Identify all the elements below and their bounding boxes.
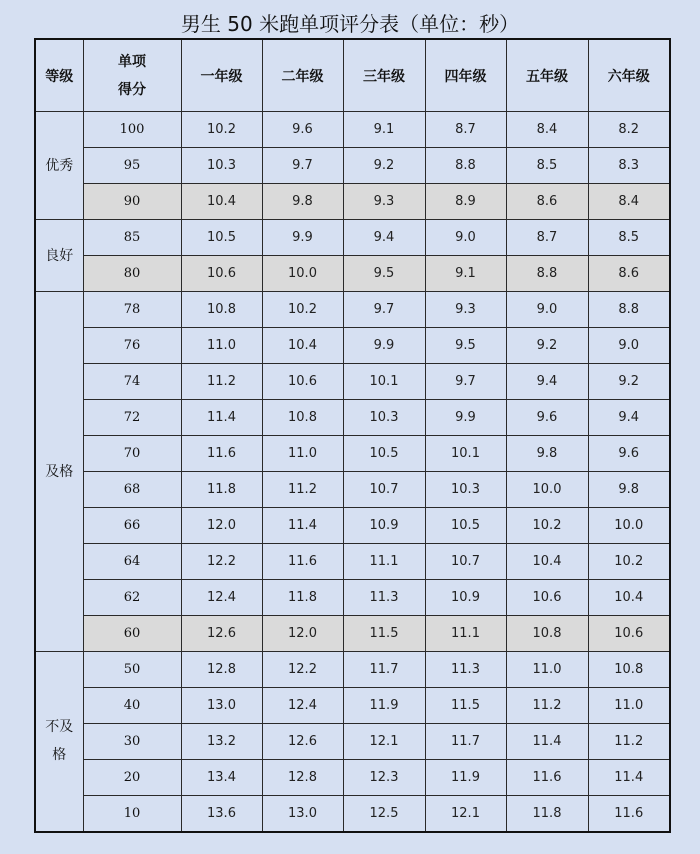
time-cell: 9.6 (506, 400, 588, 436)
time-cell: 13.0 (181, 688, 262, 724)
score-cell: 100 (83, 112, 181, 148)
table-row (35, 544, 670, 580)
header-grade-1: 一年级 (181, 39, 262, 112)
time-cell: 12.6 (181, 616, 262, 652)
time-cell: 10.8 (506, 616, 588, 652)
table-row (35, 760, 670, 796)
time-cell: 11.8 (506, 796, 588, 832)
time-cell: 10.3 (343, 400, 425, 436)
time-cell: 12.1 (425, 796, 506, 832)
time-cell: 11.4 (181, 400, 262, 436)
time-cell: 8.5 (506, 148, 588, 184)
time-cell: 10.1 (425, 436, 506, 472)
grade-level-label: 格 (52, 747, 67, 764)
time-cell: 11.9 (343, 688, 425, 724)
time-cell: 12.3 (343, 760, 425, 796)
time-cell: 10.4 (506, 544, 588, 580)
table-row (35, 256, 670, 292)
time-cell: 12.8 (262, 760, 343, 796)
time-cell: 10.2 (588, 544, 670, 580)
time-cell: 8.6 (506, 184, 588, 220)
time-cell: 12.4 (181, 580, 262, 616)
time-cell: 8.8 (506, 256, 588, 292)
time-cell: 9.5 (343, 256, 425, 292)
header-grade-6: 六年级 (588, 39, 670, 112)
time-cell: 10.6 (181, 256, 262, 292)
time-cell: 9.6 (262, 112, 343, 148)
score-cell: 80 (83, 256, 181, 292)
time-cell: 8.8 (425, 148, 506, 184)
time-cell: 9.9 (425, 400, 506, 436)
score-cell: 64 (83, 544, 181, 580)
time-cell: 10.6 (506, 580, 588, 616)
time-cell: 10.2 (262, 292, 343, 328)
time-cell: 8.5 (588, 220, 670, 256)
score-cell: 85 (83, 220, 181, 256)
time-cell: 9.8 (506, 436, 588, 472)
table-row (35, 220, 670, 256)
table-row (35, 148, 670, 184)
time-cell: 12.8 (181, 652, 262, 688)
grade-level-label: 良好 (45, 247, 74, 264)
time-cell: 10.7 (425, 544, 506, 580)
time-cell: 10.6 (588, 616, 670, 652)
table-row (35, 580, 670, 616)
time-cell: 10.2 (506, 508, 588, 544)
time-cell: 12.1 (343, 724, 425, 760)
score-table (34, 38, 671, 833)
time-cell: 10.4 (262, 328, 343, 364)
table-row (35, 184, 670, 220)
time-cell: 9.7 (343, 292, 425, 328)
time-cell: 12.6 (262, 724, 343, 760)
time-cell: 11.0 (588, 688, 670, 724)
table-row (35, 364, 670, 400)
time-cell: 8.7 (425, 112, 506, 148)
score-cell: 50 (83, 652, 181, 688)
time-cell: 10.5 (181, 220, 262, 256)
grade-level-cell (35, 220, 83, 292)
header-score-line2: 得分 (118, 81, 146, 98)
time-cell: 10.0 (262, 256, 343, 292)
time-cell: 10.6 (262, 364, 343, 400)
time-cell: 11.2 (262, 472, 343, 508)
time-cell: 11.0 (181, 328, 262, 364)
time-cell: 11.0 (262, 436, 343, 472)
time-cell: 9.2 (506, 328, 588, 364)
table-row (35, 724, 670, 760)
header-grade-5: 五年级 (506, 39, 588, 112)
time-cell: 8.4 (588, 184, 670, 220)
score-cell: 62 (83, 580, 181, 616)
time-cell: 11.6 (181, 436, 262, 472)
time-cell: 11.7 (343, 652, 425, 688)
time-cell: 10.8 (181, 292, 262, 328)
time-cell: 11.2 (588, 724, 670, 760)
time-cell: 10.0 (506, 472, 588, 508)
header-score (83, 39, 181, 112)
score-cell: 76 (83, 328, 181, 364)
time-cell: 9.3 (425, 292, 506, 328)
table-row (35, 472, 670, 508)
time-cell: 11.8 (262, 580, 343, 616)
header-row (35, 39, 670, 112)
score-cell: 95 (83, 148, 181, 184)
time-cell: 9.0 (506, 292, 588, 328)
time-cell: 9.0 (425, 220, 506, 256)
time-cell: 10.5 (425, 508, 506, 544)
time-cell: 11.9 (425, 760, 506, 796)
time-cell: 11.3 (425, 652, 506, 688)
time-cell: 10.3 (181, 148, 262, 184)
time-cell: 11.7 (425, 724, 506, 760)
score-cell: 90 (83, 184, 181, 220)
time-cell: 10.4 (588, 580, 670, 616)
header-score-line1: 单项 (118, 53, 146, 70)
time-cell: 12.5 (343, 796, 425, 832)
time-cell: 10.8 (262, 400, 343, 436)
table-row (35, 508, 670, 544)
time-cell: 13.0 (262, 796, 343, 832)
time-cell: 8.3 (588, 148, 670, 184)
time-cell: 10.4 (181, 184, 262, 220)
score-cell: 10 (83, 796, 181, 832)
time-cell: 9.6 (588, 436, 670, 472)
table-row (35, 292, 670, 328)
header-grade-2: 二年级 (262, 39, 343, 112)
time-cell: 11.4 (588, 760, 670, 796)
time-cell: 10.8 (588, 652, 670, 688)
score-cell: 70 (83, 436, 181, 472)
header-grade-4: 四年级 (425, 39, 506, 112)
time-cell: 11.4 (506, 724, 588, 760)
header-grade-3: 三年级 (343, 39, 425, 112)
time-cell: 11.1 (343, 544, 425, 580)
time-cell: 9.9 (343, 328, 425, 364)
score-cell: 30 (83, 724, 181, 760)
time-cell: 11.6 (262, 544, 343, 580)
time-cell: 9.8 (262, 184, 343, 220)
time-cell: 9.2 (588, 364, 670, 400)
time-cell: 9.5 (425, 328, 506, 364)
time-cell: 9.7 (262, 148, 343, 184)
table-row (35, 436, 670, 472)
time-cell: 11.6 (588, 796, 670, 832)
time-cell: 9.4 (588, 400, 670, 436)
time-cell: 12.2 (262, 652, 343, 688)
time-cell: 10.7 (343, 472, 425, 508)
time-cell: 12.0 (181, 508, 262, 544)
table-row (35, 688, 670, 724)
time-cell: 9.7 (425, 364, 506, 400)
score-cell: 20 (83, 760, 181, 796)
time-cell: 9.1 (343, 112, 425, 148)
time-cell: 10.9 (343, 508, 425, 544)
grade-level-cell (35, 652, 83, 832)
time-cell: 9.2 (343, 148, 425, 184)
time-cell: 11.5 (425, 688, 506, 724)
time-cell: 10.9 (425, 580, 506, 616)
time-cell: 9.8 (588, 472, 670, 508)
time-cell: 11.3 (343, 580, 425, 616)
time-cell: 13.6 (181, 796, 262, 832)
grade-level-label: 优秀 (45, 157, 74, 174)
time-cell: 8.6 (588, 256, 670, 292)
time-cell: 9.9 (262, 220, 343, 256)
time-cell: 11.5 (343, 616, 425, 652)
grade-level-cell (35, 292, 83, 652)
time-cell: 12.4 (262, 688, 343, 724)
time-cell: 9.0 (588, 328, 670, 364)
time-cell: 12.0 (262, 616, 343, 652)
time-cell: 9.1 (425, 256, 506, 292)
grade-level-label: 不及 (45, 719, 74, 736)
time-cell: 8.7 (506, 220, 588, 256)
time-cell: 10.5 (343, 436, 425, 472)
grade-level-label: 及格 (45, 463, 74, 480)
score-cell: 66 (83, 508, 181, 544)
table-row (35, 400, 670, 436)
time-cell: 8.2 (588, 112, 670, 148)
time-cell: 11.0 (506, 652, 588, 688)
score-cell: 74 (83, 364, 181, 400)
time-cell: 10.1 (343, 364, 425, 400)
table-row (35, 652, 670, 688)
time-cell: 13.4 (181, 760, 262, 796)
time-cell: 8.4 (506, 112, 588, 148)
time-cell: 9.4 (506, 364, 588, 400)
table-title: 男生 50 米跑单项评分表（单位：秒） (180, 12, 520, 36)
time-cell: 9.3 (343, 184, 425, 220)
score-cell: 72 (83, 400, 181, 436)
time-cell: 11.8 (181, 472, 262, 508)
table-row (35, 796, 670, 832)
table-row (35, 112, 670, 148)
time-cell: 13.2 (181, 724, 262, 760)
time-cell: 8.9 (425, 184, 506, 220)
time-cell: 11.4 (262, 508, 343, 544)
header-level: 等级 (35, 39, 83, 112)
time-cell: 10.0 (588, 508, 670, 544)
table-row (35, 616, 670, 652)
score-cell: 68 (83, 472, 181, 508)
grade-level-cell (35, 112, 83, 220)
score-cell: 60 (83, 616, 181, 652)
time-cell: 11.6 (506, 760, 588, 796)
score-cell: 78 (83, 292, 181, 328)
table-row (35, 328, 670, 364)
time-cell: 8.8 (588, 292, 670, 328)
time-cell: 11.2 (506, 688, 588, 724)
time-cell: 11.1 (425, 616, 506, 652)
time-cell: 11.2 (181, 364, 262, 400)
time-cell: 12.2 (181, 544, 262, 580)
time-cell: 10.3 (425, 472, 506, 508)
time-cell: 9.4 (343, 220, 425, 256)
score-cell: 40 (83, 688, 181, 724)
table-body (35, 112, 670, 832)
time-cell: 10.2 (181, 112, 262, 148)
